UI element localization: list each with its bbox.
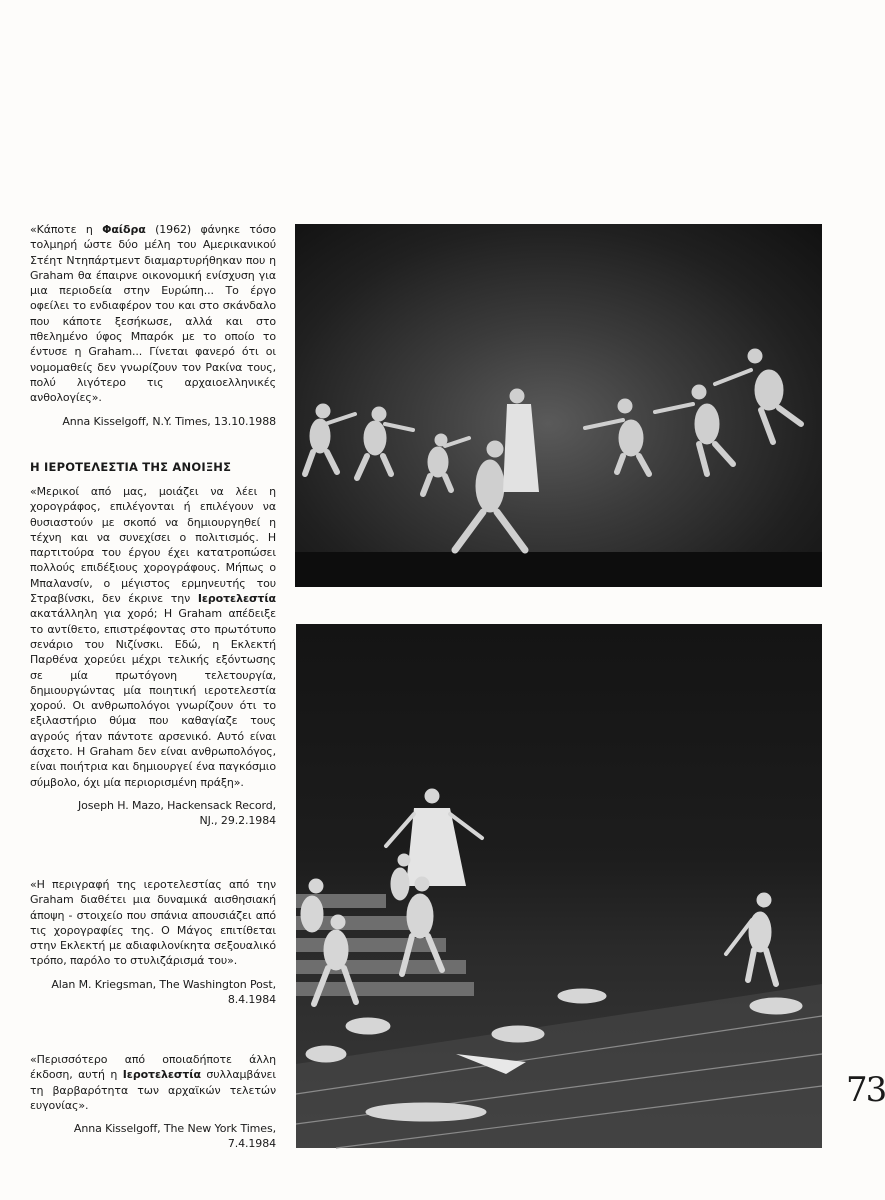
quote-text: «Περισσότερο από οποιαδήποτε άλλη έκδοση, αυτή η Ιεροτελεστία συλλαμβάνει τη βαρβαρότητα των αρχαϊκών τελετών ευγονίας». bbox=[30, 1053, 276, 1112]
quote-text: «Η περιγραφή της ιεροτελεστίας από την Graham διαθέτει μια δυναμικά αισθησιακή άποψη - στοιχείο που σπάνια απουσιάζει από τις χορογραφίες της. Ο Μάγος επιτίθεται στην Εκλεκτή με αδιαφιλονίκητα σεξουαλικό τρόπο, παρόλο το στυλιζάρισμά του». bbox=[30, 878, 276, 968]
dance-photo-rite-of-spring bbox=[296, 624, 822, 1148]
quote-title: Ιεροτελεστία bbox=[197, 592, 276, 606]
quote-rite-kriegsman bbox=[30, 877, 276, 1007]
photo-figures bbox=[295, 224, 822, 587]
quote-attribution: Anna Kisselgoff, N.Y. Times, 13.10.1988 bbox=[62, 414, 276, 428]
page-number: 73 bbox=[846, 1070, 885, 1110]
quote-attribution: Anna Kisselgoff, The New York Times, 7.4.1984 bbox=[73, 1122, 276, 1151]
quote-title: Ιεροτελεστία bbox=[122, 1068, 201, 1082]
photo-figures bbox=[296, 624, 822, 1148]
dance-photo-leaping bbox=[295, 224, 822, 587]
quote-attribution: Alan M. Kriegsman, The Washington Post, 8.4.1984 bbox=[51, 977, 276, 1007]
quote-rite-kisselgoff bbox=[30, 1052, 276, 1152]
quote-rite-mazo bbox=[30, 484, 276, 829]
quote-attribution: Joseph H. Mazo, Hackensack Record, NJ., 29.2.1984 bbox=[78, 798, 276, 828]
quote-phaedra bbox=[30, 222, 276, 429]
section-heading: Η ΙΕΡΟΤΕΛΕΣΤΙΑ ΤΗΣ ΑΝΟΙΞΗΣ bbox=[30, 460, 232, 474]
quote-text: «Μερικοί από μας, μοιάζει να λέει η χορογράφος, επιλέγονται ή επιλέγουν να θυσιαστούν με σκοπό να δημιουργηθεί η τέχνη και να συνεχίσει ο πολιτισμός. Η παρτιτούρα του έργου έχει κατατροπώσει πολλούς επιδέξιους χορογράφους. Μήπως ο Μπαλανσίν, ο μέγιστος ερμηνευτής του Στραβίνσκι, δεν έκρινε την Ιεροτελεστία ακατάλληλη για χορό; Η Graham απέδειξε το αντίθετο, επιστρέφοντας στο πρωτότυπο σενάριο του Νιζίνσκι. Εδώ, η Εκλεκτή Παρθένα χορεύει μέχρι τελικής εξόντωσης σε μία πρωτόγονη τελετουργία, δημιουργώντας μία ποιητική ιεροτελεστία χορού. Οι ανθρωπολόγοι γνωρίζουν ότι το εξιλαστήριο θύμα που καθαγίαζε τους αγρούς ήταν πάντοτε αρσενικό. Αυτό είναι άσχετο. Η Graham δεν είναι ανθρωπολόγος, είναι ποιήτρια και δημιουργεί ένα παγκόσμιο σύμβολο, όχι μία περιορισμένη πράξη». bbox=[30, 485, 276, 789]
quote-title: Φαίδρα bbox=[102, 223, 146, 236]
quote-text: «Κάποτε η Φαίδρα (1962) φάνηκε τόσο τολμηρή ώστε δύο μέλη του Αμερικανικού Στέητ Ντηπάρτμεντ διαμαρτυρήθηκαν που η Graham θα έπαιρνε οικονομική ενίσχυση για μια περιοδεία στην Ευρώπη... Το έργο οφείλει το ενδιαφέρον του και στο σκάνδαλο που κάποτε ξεσήκωσε, αλλά και στο πθελημένο ύφος Μπαρόκ με το οποίο το έντυσε η Graham... Γίνεται φανερό ότι οι νομομαθείς δεν γνωρίζουν τον Ρακίνα τους, πολύ λιγότερο τις αρχαιοελληνικές ανθολογίες». bbox=[30, 223, 276, 405]
